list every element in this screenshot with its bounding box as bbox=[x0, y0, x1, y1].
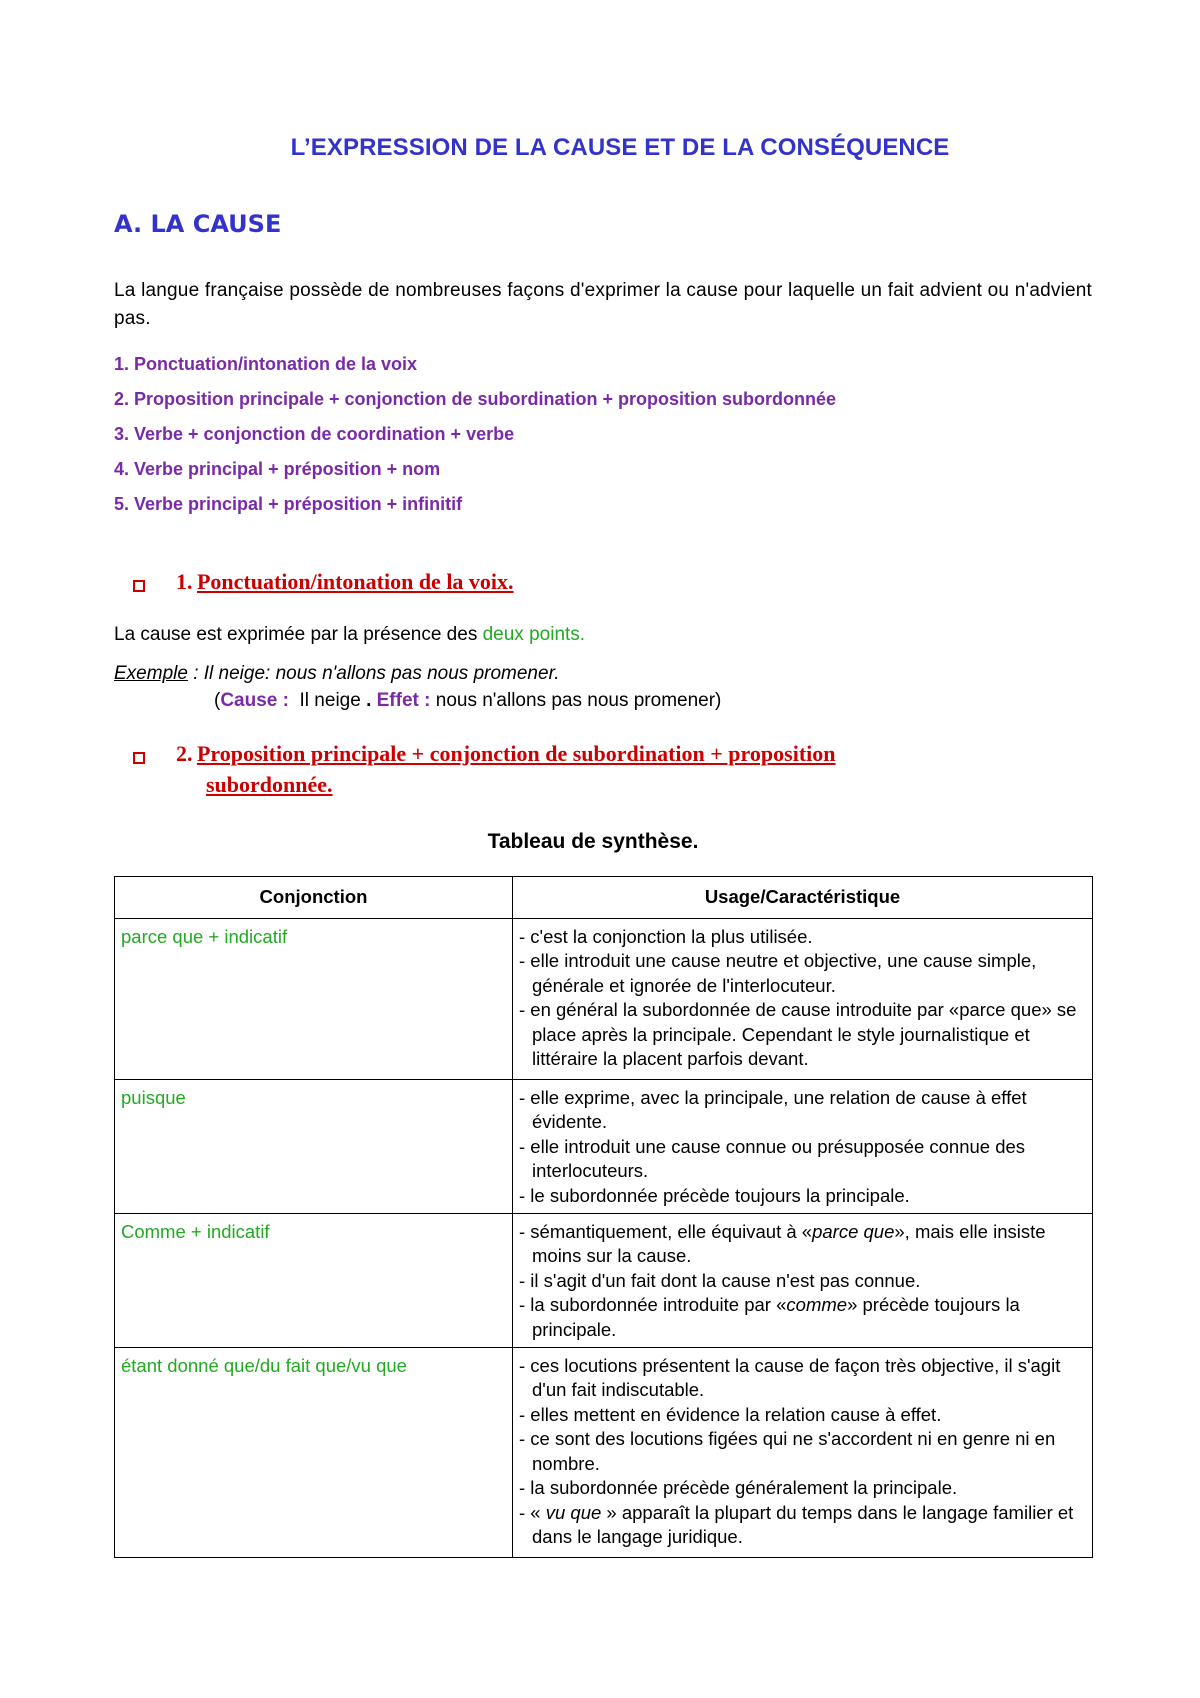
table-row bbox=[115, 918, 1093, 1079]
usage-line: - en général la subordonnée de cause introduite par «parce que» se place après la principale. Cependant le style journalistique et littéraire la placent parfois devant. bbox=[519, 999, 1077, 1069]
usage-cell bbox=[513, 1347, 1093, 1557]
text: - la subordonnée introduite par « bbox=[519, 1294, 787, 1315]
usage-line: - elles mettent en évidence la relation cause à effet. bbox=[519, 1403, 942, 1425]
italic-text: parce que bbox=[812, 1220, 895, 1242]
effect-text: nous n'allons pas nous promener) bbox=[430, 690, 722, 711]
bullet-square-icon bbox=[133, 752, 145, 764]
subsection-title: Ponctuation/intonation de la voix. bbox=[196, 569, 514, 594]
outline-item: 5. Verbe principal + préposition + infinitif bbox=[114, 494, 463, 514]
subsection-title: Proposition principale + conjonction de subordination + proposition bbox=[196, 741, 836, 766]
text: » apparaît la plupart du temps dans le langage familier et dans le langage juridique. bbox=[532, 1501, 1074, 1547]
synthesis-table bbox=[114, 876, 1093, 1558]
column-header: Usage/Caractéristique bbox=[513, 877, 1093, 919]
cause-text: Il neige bbox=[288, 690, 367, 711]
usage-line: - ce sont des locutions figées qui ne s'accordent ni en genre ni en nombre. bbox=[519, 1428, 1056, 1474]
italic-text: comme bbox=[786, 1294, 848, 1315]
usage-line bbox=[519, 1293, 1086, 1342]
usage-line: - c'est la conjonction la plus utilisée. bbox=[519, 925, 813, 947]
subsection-number: 1. bbox=[176, 569, 193, 594]
outline-item: 3. Verbe + conjonction de coordination + verbe bbox=[114, 424, 515, 444]
table-header-row bbox=[115, 877, 1093, 919]
cause-label: Cause : bbox=[220, 690, 289, 711]
usage-line bbox=[519, 1220, 1086, 1269]
separator: : bbox=[187, 663, 204, 684]
table-title: Tableau de synthèse. bbox=[487, 830, 699, 853]
usage-line: - la subordonnée précède généralement la principale. bbox=[519, 1477, 958, 1498]
table-row bbox=[115, 1213, 1093, 1347]
bullet-square-icon bbox=[133, 580, 145, 592]
table-row bbox=[115, 1347, 1093, 1557]
italic-text: vu que bbox=[545, 1501, 602, 1523]
subsection-title-line2: subordonnée. bbox=[206, 772, 333, 797]
subsection-number: 2. bbox=[176, 741, 193, 766]
intro-paragraph: La langue française possède de nombreuses façons d'exprimer la cause pour laquelle un fait advient ou n'advient pas. bbox=[114, 280, 1092, 329]
text: - sémantiquement, elle équivaut à « bbox=[519, 1220, 813, 1242]
usage-line: - il s'agit d'un fait dont la cause n'est pas connue. bbox=[519, 1269, 921, 1291]
page-title: L’EXPRESSION DE LA CAUSE ET DE LA CONSÉQUENCE bbox=[290, 134, 950, 161]
text: » précède toujours la principale. bbox=[532, 1294, 1020, 1340]
conjunction-cell: étant donné que/du fait que/vu que bbox=[115, 1347, 513, 1557]
usage-line: - elle introduit une cause connue ou présupposée connue des interlocuteurs. bbox=[519, 1135, 1026, 1181]
usage-cell bbox=[513, 1079, 1093, 1213]
example-label: Exemple bbox=[114, 663, 188, 684]
usage-cell bbox=[513, 918, 1093, 1079]
subsection-2-heading bbox=[176, 741, 836, 767]
usage-cell bbox=[513, 1213, 1093, 1347]
subsection-1-heading bbox=[176, 569, 514, 595]
outline-item: 2. Proposition principale + conjonction de subordination + proposition subordonnée bbox=[114, 389, 837, 409]
usage-line bbox=[519, 1501, 1086, 1550]
example-line bbox=[114, 663, 559, 685]
outline-item: 1. Ponctuation/intonation de la voix bbox=[114, 354, 418, 374]
conjunction-cell: Comme + indicatif bbox=[115, 1213, 513, 1347]
table-row bbox=[115, 1079, 1093, 1213]
section-heading-cause: A. LA CAUSE bbox=[114, 210, 282, 238]
usage-line: - elle exprime, avec la principale, une relation de cause à effet évidente. bbox=[519, 1086, 1027, 1132]
outline-item: 4. Verbe principal + préposition + nom bbox=[114, 459, 441, 479]
column-header: Conjonction bbox=[115, 877, 513, 919]
example-text: Il neige: nous n'allons pas nous promener. bbox=[203, 663, 560, 684]
effect-label: Effet : bbox=[371, 690, 431, 711]
usage-line: - elle introduit une cause neutre et objective, une cause simple, générale et ignorée de l'interlocuteur. bbox=[519, 950, 1037, 996]
cause-effect-line bbox=[214, 690, 721, 712]
text: La cause est exprimée par la présence des bbox=[114, 624, 483, 645]
text: - « bbox=[519, 1501, 546, 1523]
usage-line: - ces locutions présentent la cause de façon très objective, il s'agit d'un fait indiscutable. bbox=[519, 1354, 1061, 1400]
text: », mais elle insiste moins sur la cause. bbox=[532, 1220, 1046, 1266]
dot: . bbox=[366, 690, 372, 711]
highlight-text: deux points. bbox=[482, 624, 586, 645]
paren: ( bbox=[214, 690, 221, 711]
conjunction-cell: puisque bbox=[115, 1079, 513, 1213]
subsection-1-text bbox=[114, 624, 585, 646]
usage-line: - le subordonnée précède toujours la principale. bbox=[519, 1184, 910, 1206]
conjunction-cell: parce que + indicatif bbox=[115, 918, 513, 1079]
